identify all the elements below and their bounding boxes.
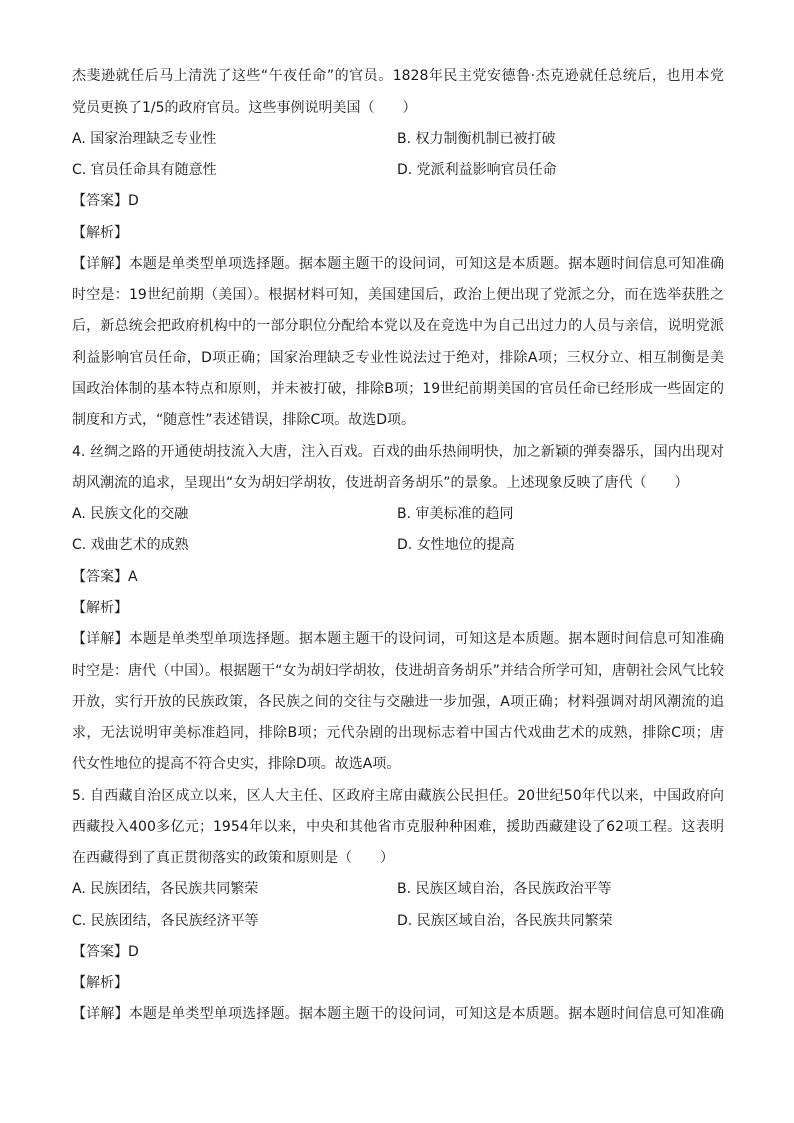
q4-option-b: B. 审美标准的趋同: [397, 506, 514, 522]
q3-stem-line-2: 党员更换了1/5的政府官员。这些事例说明美国（ ）: [72, 100, 417, 116]
q5-option-c: C. 民族团结，各民族经济平等: [72, 913, 259, 929]
q3-option-b: B. 权力制衡机制已被打破: [397, 131, 556, 147]
q4-option-a: A. 民族文化的交融: [72, 506, 189, 522]
q4-analysis-label: 【解析】: [72, 600, 128, 616]
q4-detail-line-1: 【详解】本题是单类型单项选择题。据本题主题干的设问词，可知这是本质题。据本题时间信息可知准确: [72, 631, 724, 647]
q4-option-c: C. 戏曲艺术的成熟: [72, 537, 189, 553]
q5-detail-line-1: 【详解】本题是单类型单项选择题。据本题主题干的设问词，可知这是本质题。据本题时间信息可知准确: [72, 1006, 724, 1022]
q3-detail-line-1: 【详解】本题是单类型单项选择题。据本题主题干的设问词，可知这是本质题。据本题时间信息可知准确: [72, 256, 724, 272]
q3-stem-line-1: 杰斐逊就任后马上清洗了这些“午夜任命”的官员。1828年民主党安德鲁·杰克逊就任总统后，也用本党: [72, 68, 724, 84]
q5-analysis-label: 【解析】: [72, 975, 128, 991]
q5-option-d: D. 民族区域自治，各民族共同繁荣: [397, 913, 613, 929]
q3-detail-line-4: 利益影响官员任命，D项正确；国家治理缺乏专业性说法过于绝对，排除A项；三权分立、相互制衡是美: [72, 350, 724, 366]
q4-detail-line-3: 开放，实行开放的民族政策，各民族之间的交往与交融进一步加强，A项正确；材料强调对胡风潮流的追: [72, 694, 724, 710]
q4-option-d: D. 女性地位的提高: [397, 537, 515, 553]
q3-option-a: A. 国家治理缺乏专业性: [72, 131, 217, 147]
q4-detail-line-4: 求，无法说明审美标准趋同，排除B项；元代杂剧的出现标志着中国古代戏曲艺术的成熟，排除C项；唐: [72, 725, 724, 741]
q3-option-c: C. 官员任命具有随意性: [72, 162, 217, 178]
q5-stem-line-1: 5. 自西藏自治区成立以来，区人大主任、区政府主席由藏族公民担任。20世纪50年代以来，中国政府向: [72, 788, 724, 804]
q3-detail-line-2: 时空是：19世纪前期（美国）。根据材料可知，美国建国后，政治上便出现了党派之分，而在选举获胜之: [72, 287, 724, 303]
q5-stem-line-3: 在西藏得到了真正贯彻落实的政策和原则是（ ）: [72, 850, 394, 866]
q3-answer: 【答案】D: [72, 193, 139, 209]
q5-answer: 【答案】D: [72, 944, 139, 960]
q5-option-b: B. 民族区域自治，各民族政治平等: [397, 881, 612, 897]
q5-option-a: A. 民族团结，各民族共同繁荣: [72, 881, 259, 897]
q3-detail-line-3: 后，新总统会把政府机构中的一部分职位分配给本党以及在竞选中为自己出过力的人员与亲信，说明党派: [72, 318, 724, 334]
q5-stem-line-2: 西藏投入400多亿元；1954年以来，中央和其他省市克服种种困难，援助西藏建设了62项工程。这表明: [72, 819, 724, 835]
q3-detail-line-6: 制度和方式，“随意性”表述错误，排除C项。故选D项。: [72, 412, 416, 428]
q3-analysis-label: 【解析】: [72, 225, 128, 241]
q3-detail-line-5: 国政治体制的基本特点和原则，并未被打破，排除B项；19世纪前期美国的官员任命已经形成一些固定的: [72, 381, 724, 397]
q3-option-d: D. 党派利益影响官员任命: [397, 162, 557, 178]
q4-detail-line-2: 时空是：唐代（中国）。根据题干“女为胡妇学胡妆，伎进胡音务胡乐”并结合所学可知，唐朝社会风气比较: [72, 663, 724, 679]
q4-stem-line-2: 胡风潮流的追求，呈现出“女为胡妇学胡妆，伎进胡音务胡乐”的景象。上述现象反映了唐代（ ）: [72, 475, 689, 491]
q4-stem-line-1: 4. 丝绸之路的开通使胡技流入大唐，注入百戏。百戏的曲乐热闹明快，加之新颖的弹奏器乐，国内出现对: [72, 444, 724, 460]
q4-answer: 【答案】A: [72, 569, 138, 585]
q4-detail-line-5: 代女性地位的提高不符合史实，排除D项。故选A项。: [72, 756, 401, 772]
